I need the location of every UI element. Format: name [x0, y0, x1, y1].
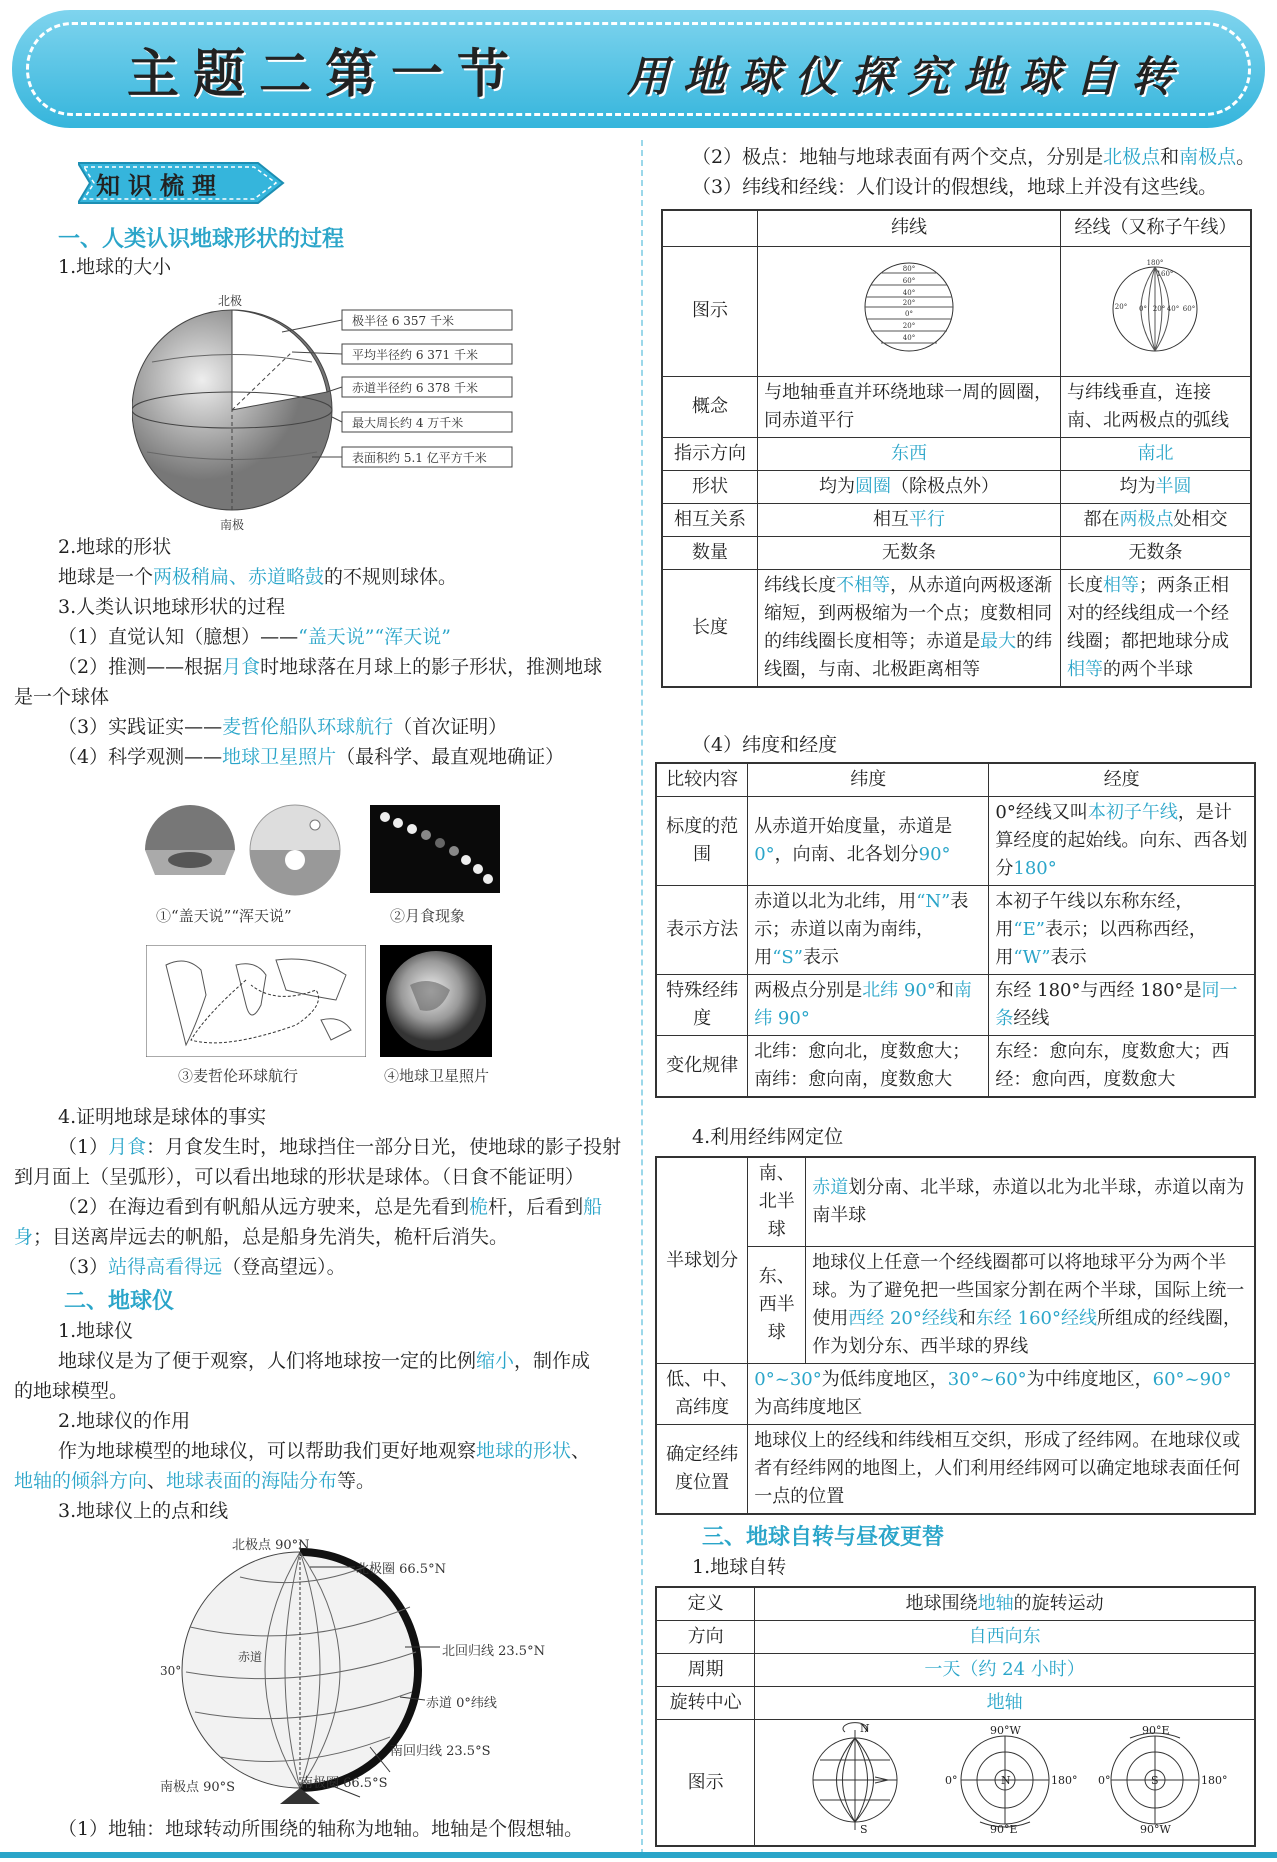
- p3-pre: （3）实践证实——: [58, 716, 223, 738]
- lat-len-a: 纬线长度: [764, 574, 837, 596]
- p1-pre: （1）直觉认知（臆想）——: [58, 626, 299, 648]
- lon-tick-20w: 20°: [1115, 302, 1128, 311]
- lat-tick-20s: 20°: [902, 321, 916, 330]
- t4-row-figure: 图示: [656, 1720, 755, 1847]
- ns-body: 划分南、北半球，赤道以北为北半球，赤道以南为南半球: [812, 1177, 1245, 1226]
- ns-hl: 赤道: [812, 1177, 849, 1198]
- g2-highlight: 地球的形状: [476, 1440, 572, 1462]
- rotation-figures: [755, 1720, 1255, 1847]
- lat-direction: 东西: [758, 437, 1061, 470]
- rot-fig-s-center: S: [1150, 1774, 1159, 1787]
- t3-row-locate: 确定经纬度位置: [656, 1425, 748, 1515]
- lon-notation: [989, 886, 1255, 975]
- t3-ns-label: 南、北半球: [748, 1157, 806, 1247]
- lat-length: [758, 569, 1061, 687]
- rot-def-hl: 地轴: [977, 1593, 1014, 1614]
- earth-size-diagram: [132, 292, 522, 524]
- g2-l2-hl2: 地球表面的海陆分布: [166, 1470, 338, 1492]
- lon-tick-160: 160°: [1157, 269, 1174, 278]
- lon-shape-hl: 半圆: [1155, 475, 1192, 497]
- globe-def-line2: 的地球模型。: [14, 1380, 129, 1402]
- lon2-a: 本初子午线以东称东经，用: [995, 891, 1194, 940]
- g2-pre: 作为地球模型的地球仪，可以帮助我们更好地观察: [58, 1440, 477, 1462]
- lat-shape-post: （除极点外）: [891, 475, 1000, 497]
- zones-a: 为低纬度地区，: [821, 1369, 948, 1390]
- zones-b: 为中纬度地区，: [1026, 1369, 1153, 1390]
- lon-relation: [1060, 503, 1251, 536]
- grid-positioning-table: [655, 1156, 1256, 1515]
- lat3-a: 两极点分别是: [754, 980, 863, 1001]
- lat-concept: 与地轴垂直并环绕地球一周的圆圈，同赤道平行: [758, 376, 1061, 437]
- heading-2: 二、地球仪: [64, 1288, 175, 1314]
- lat-len-b: ，从赤道向两极逐渐缩短，到两极缩为一个点；度数相同的纬线圈长度相等；赤道是: [764, 574, 1053, 652]
- lon-tick-180: 180°: [1147, 258, 1164, 267]
- t4-row-direction: 方向: [656, 1621, 755, 1654]
- page-bottom-rule: [0, 1852, 1277, 1858]
- subheading-globe-use: 2.地球仪的作用: [58, 1410, 191, 1432]
- mean-radius-label: 平均半径约 6 371 千米: [352, 348, 478, 362]
- g2-l2-sep: 、: [147, 1470, 167, 1492]
- equator-label: 赤道 0°纬线: [426, 1696, 497, 1711]
- p2-highlight: 月食: [222, 656, 261, 678]
- lat1-hl1: 0°: [754, 844, 775, 865]
- south-pole-label: 南极: [220, 518, 245, 532]
- ew-b: 所组成的经线圈，作为划分东、西半球的界线: [812, 1308, 1241, 1357]
- p4-pre: （4）科学观测——: [58, 746, 223, 768]
- lat-count: 无数条: [758, 536, 1061, 569]
- caption-2: ②月食现象: [390, 907, 466, 925]
- lon-tick-40e: 40°: [1167, 304, 1180, 313]
- pole-hl1: 北极点: [1103, 146, 1161, 168]
- column-divider: [641, 140, 643, 1855]
- p1-highlight: “盖天说”“浑天说”: [298, 626, 451, 648]
- lon-range: [989, 797, 1255, 886]
- lat-rel-hl: 平行: [909, 508, 946, 530]
- t2-row-range: 标度的范围: [656, 797, 748, 886]
- lat3-hl1: 北纬 90°: [862, 980, 936, 1001]
- t2-head-lat: 纬度: [748, 763, 989, 797]
- f3-highlight: 站得高看得远: [108, 1256, 223, 1278]
- shape-pre: 地球是一个: [58, 566, 154, 588]
- rotation-diagrams: [780, 1722, 1230, 1834]
- ew-hl1: 西经 20°经线: [848, 1308, 958, 1329]
- lon-figure-cell: [1060, 246, 1251, 376]
- globe-use: 作为地球模型的地球仪，可以帮助我们更好地观察地球的形状、: [58, 1440, 591, 1462]
- lat-pattern: 北纬：愈向北，度数愈大；南纬：愈向南，度数愈大: [748, 1036, 989, 1098]
- lat-shape-hl: 圆圈: [855, 475, 892, 497]
- rot-fig-0-a: 0°: [944, 1774, 958, 1787]
- t1-row-length: 长度: [662, 569, 758, 687]
- lat-len-c: 的纬线圈，与南、北极距离相等: [764, 630, 1053, 680]
- lon-length: [1060, 569, 1251, 687]
- lon1-hl1: 本初子午线: [1087, 802, 1178, 823]
- shape-highlight: 两极稍扁、赤道略鼓: [153, 566, 325, 588]
- lat-tick-40n: 40°: [902, 288, 916, 297]
- t3-ew-label: 东、西半球: [748, 1247, 806, 1364]
- lat-tick-0: 0°: [905, 309, 914, 318]
- rot-fig-n: N: [859, 1722, 870, 1735]
- pole-pre: （2）极点：地轴与地球表面有两个交点，分别是: [692, 146, 1104, 168]
- lon-len-c: 的两个半球: [1102, 658, 1193, 680]
- lat-tick-60: 60°: [902, 276, 916, 285]
- lon-concept: 与纬线垂直，连接南、北两极点的弧线: [1060, 376, 1251, 437]
- lat-range: [748, 797, 989, 886]
- t2-row-notation: 表示方法: [656, 886, 748, 975]
- f2-l2-post: ；目送离岸远去的帆船，总是船身先消失，桅杆后消失。: [33, 1226, 509, 1248]
- lat-len-hl2: 最大: [980, 630, 1017, 652]
- globe-equator-inner: 赤道: [238, 1650, 263, 1664]
- rot-def-a: 地球围绕: [905, 1593, 978, 1614]
- lon-pattern: 东经：愈向东，度数愈大；西经：愈向西，度数愈大: [989, 1036, 1255, 1098]
- t1-row-figure: 图示: [662, 246, 758, 376]
- t1-row-relation: 相互关系: [662, 503, 758, 536]
- lat2-c: 表示: [802, 947, 839, 968]
- t4-row-center: 旋转中心: [656, 1687, 755, 1720]
- longitude-diagram: [1107, 259, 1203, 355]
- lon2-b: 表示；以西称西经，用: [995, 919, 1207, 968]
- f3-pre: （3）: [58, 1256, 109, 1278]
- heading-3: 三、地球自转与昼夜更替: [702, 1524, 945, 1550]
- f2-hl1: 桅: [469, 1196, 489, 1218]
- equatorial-radius-label: 赤道半径约 6 378 千米: [352, 381, 478, 395]
- rot-fig-90w-a: 90°W: [989, 1724, 1021, 1737]
- lat-special: [748, 975, 989, 1036]
- subheading-size: 1.地球的大小: [58, 256, 172, 278]
- globe-def: [58, 1346, 590, 1376]
- caption-1: ①“盖天说”“浑天说”: [156, 907, 292, 925]
- axis-note: （1）地轴：地球转动所围绕的轴称为地轴。地轴是个假想轴。: [58, 1818, 584, 1840]
- lon-tick-60e: 60°: [1183, 304, 1196, 313]
- t2-row-pattern: 变化规律: [656, 1036, 748, 1098]
- t1-row-direction: 指示方向: [662, 437, 758, 470]
- north-pole-label: 北极: [218, 294, 243, 308]
- subheading-shape: 2.地球的形状: [58, 536, 172, 558]
- lon-len-a: 长度: [1066, 574, 1103, 596]
- lon1-hl2: 180°: [1013, 858, 1057, 879]
- lat2-hl2: “S”: [772, 947, 803, 968]
- ew-hl2: 东经 160°经线: [975, 1308, 1097, 1329]
- pole-post: 。: [1236, 146, 1256, 168]
- p2-pre: （2）推测——根据: [58, 656, 223, 678]
- g1-post: ，制作成: [514, 1350, 591, 1372]
- lon1-b: ，是计算经度的起始线。向东、西各划分: [995, 802, 1248, 879]
- latitude-diagram: [861, 259, 957, 355]
- t4-row-def: 定义: [656, 1587, 755, 1621]
- lon3-b: 经线: [1013, 1008, 1050, 1029]
- lat-lon-table: [661, 209, 1252, 688]
- ew-a: 地球仪上任意一个经线圈都可以将地球平分为两个半球。为了避免把一些国家分割在两个半球，国际上统一使用: [812, 1252, 1245, 1329]
- fact-3: [58, 1252, 346, 1282]
- zones-hl2: 30°~60°: [947, 1369, 1027, 1390]
- g2-l2-hl1: 地轴的倾斜方向: [14, 1470, 148, 1492]
- degree-table: [655, 762, 1256, 1098]
- fact-1: [58, 1132, 621, 1162]
- lat-rel-pre: 相互: [873, 508, 910, 530]
- lon-rel-post: 处相交: [1173, 508, 1228, 530]
- lines-intro: （3）纬线和经线：人们设计的假想线，地球上并没有这些线。: [692, 176, 1218, 198]
- rotation-table: [655, 1586, 1256, 1847]
- heading-1: 一、人类认识地球形状的过程: [58, 226, 345, 252]
- lat1-b: ，向南、北各划分: [774, 844, 919, 865]
- subheading-evidence: 4.证明地球是球体的事实: [58, 1106, 267, 1128]
- lon-len-hl2: 相等: [1066, 658, 1103, 680]
- lon-special: [989, 975, 1255, 1036]
- lon-len-hl1: 相等: [1102, 574, 1139, 596]
- subheading-points-lines: 3.地球仪上的点和线: [58, 1500, 229, 1522]
- south-pole-point: 南极点 90°S: [160, 1780, 236, 1795]
- rot-fig-90w-b: 90°W: [1139, 1823, 1171, 1834]
- f3-post: （登高望远）。: [222, 1256, 346, 1278]
- antarctic-circle: 南极圈 66.5°S: [300, 1776, 388, 1791]
- lon2-hl2: “W”: [1013, 947, 1051, 968]
- lon3-hl: 同一条: [995, 980, 1238, 1029]
- g1-pre: 地球仪是为了便于观察，人们将地球按一定的比例: [58, 1350, 477, 1372]
- p4-highlight: 地球卫星照片: [222, 746, 337, 768]
- lat3-hl2: 南纬 90°: [754, 980, 972, 1029]
- lon-rel-pre: 都在: [1083, 508, 1120, 530]
- t1-head-lon: 经线（又称子午线）: [1060, 210, 1251, 246]
- lat1-hl2: 90°: [918, 844, 951, 865]
- process-3: [58, 712, 507, 742]
- lat-tick-40s: 40°: [902, 333, 916, 342]
- globe-use-line2: [14, 1466, 375, 1496]
- north-pole-point: 北极点 90°N: [232, 1538, 310, 1553]
- lunar-eclipse-image: [370, 805, 500, 893]
- p2-post: 时地球落在月球上的影子形状，推测地球: [260, 656, 603, 678]
- zones-c: 为高纬度地区: [754, 1397, 863, 1418]
- f2-hl2: 船: [583, 1196, 603, 1218]
- zones-hl1: 0°~30°: [754, 1369, 822, 1390]
- t1-head-lat: 纬线: [758, 210, 1061, 246]
- zones-text: [748, 1364, 1255, 1425]
- rot-def-b: 的旋转运动: [1013, 1593, 1104, 1614]
- lon3-a: 东经 180°与西经 180°是: [995, 980, 1202, 1001]
- p3-post: （首次证明）: [393, 716, 508, 738]
- shape-text: [58, 562, 457, 592]
- lon-shape-pre: 均为: [1119, 475, 1156, 497]
- rot-fig-0-b: 0°: [1097, 1774, 1111, 1787]
- p3-highlight: 麦哲伦船队环球航行: [222, 716, 394, 738]
- t1-row-shape: 形状: [662, 470, 758, 503]
- lon-tick-0: 0°: [1139, 304, 1148, 313]
- lesson-title: 用地球仪探究地球自转: [627, 52, 1188, 101]
- lon-rel-hl: 两极点: [1119, 508, 1174, 530]
- lat-shape: [758, 470, 1061, 503]
- rot-fig-n-center: N: [1000, 1774, 1011, 1787]
- f2-l2-hl: 身: [14, 1226, 34, 1248]
- rot-def: [755, 1587, 1255, 1621]
- header-banner: [12, 10, 1265, 128]
- t2-head-compare: 比较内容: [656, 763, 748, 797]
- f2-mid: 杆，后看到: [488, 1196, 584, 1218]
- pole-and: 和: [1160, 146, 1180, 168]
- t1-corner: [662, 210, 758, 246]
- lon-shape: [1060, 470, 1251, 503]
- ew-text: [806, 1247, 1255, 1364]
- caption-4: ④地球卫星照片: [384, 1067, 490, 1085]
- t2-head-lon: 经度: [989, 763, 1255, 797]
- satellite-earth-photo: [380, 945, 492, 1057]
- surface-area-label: 表面积约 5.1 亿平方千米: [352, 451, 487, 465]
- chapter-title: 主题二第一节: [127, 44, 524, 105]
- lon-direction: 南北: [1060, 437, 1251, 470]
- zones-hl3: 60°~90°: [1152, 1369, 1232, 1390]
- g2-l2-post: 等。: [337, 1470, 376, 1492]
- lat-notation: [748, 886, 989, 975]
- t1-row-count: 数量: [662, 536, 758, 569]
- lat-relation: [758, 503, 1061, 536]
- f1-pre: （1）: [58, 1136, 109, 1158]
- rot-center: 地轴: [755, 1687, 1255, 1720]
- caption-3: ③麦哲伦环球航行: [178, 1067, 299, 1085]
- subheading-process: 3.人类认识地球形状的过程: [58, 596, 286, 618]
- subheading-globe: 1.地球仪: [58, 1320, 134, 1342]
- rot-period: 一天（约 24 小时）: [755, 1654, 1255, 1687]
- poles-text: [692, 142, 1255, 172]
- process-2: [58, 652, 602, 682]
- lat2-a: 赤道以北为北纬，用: [754, 891, 917, 912]
- f1-highlight: 月食: [108, 1136, 147, 1158]
- lon2-hl1: “E”: [1013, 919, 1045, 940]
- fact-2: [58, 1192, 602, 1222]
- t3-row-hemisphere: 半球划分: [656, 1157, 748, 1364]
- globe-points-lines-diagram: [150, 1532, 510, 1812]
- lat-figure-cell: [758, 246, 1061, 376]
- ns-text: [806, 1157, 1255, 1247]
- lon-count: 无数条: [1060, 536, 1251, 569]
- t2-row-special: 特殊经纬度: [656, 975, 748, 1036]
- rot-fig-90e-a: 90°E: [989, 1823, 1018, 1834]
- f1-post: ：月食发生时，地球挡住一部分日光，使地球的影子投射: [146, 1136, 622, 1158]
- tropic-of-cancer: 北回归线 23.5°N: [442, 1644, 545, 1659]
- degree-intro: （4）纬度和经度: [692, 734, 838, 756]
- p4-post: （最科学、最直观地确证）: [336, 746, 565, 768]
- rot-direction: 自西向东: [755, 1621, 1255, 1654]
- globe-30-inner: 30°: [160, 1664, 182, 1678]
- fact-1-line2: 到月面上（呈弧形），可以看出地球的形状是球体。（日食不能证明）: [14, 1166, 585, 1188]
- process-2-line2: 是一个球体: [14, 686, 110, 708]
- locate-text: 地球仪上的经线和纬线相互交织，形成了经纬网。在地球仪或者有经纬网的地图上，人们利用经纬网可以确定地球表面任何一点的位置: [748, 1425, 1255, 1515]
- gaitian-huntian-image: [140, 800, 345, 900]
- process-1: [58, 622, 451, 652]
- polar-radius-label: 极半径 6 357 千米: [352, 314, 454, 328]
- lat-len-hl1: 不相等: [836, 574, 891, 596]
- lon-len-b: ；两条正相对的经线组成一个经线圈；都把地球分成: [1066, 574, 1229, 652]
- rot-fig-180-a: 180°: [1050, 1774, 1078, 1787]
- t3-row-latitude-zones: 低、中、高纬度: [656, 1364, 748, 1425]
- lat2-b: 表示；赤道以南为南纬，用: [754, 891, 969, 968]
- lon-tick-20e: 20°: [1153, 304, 1166, 313]
- rotation-intro: 1.地球自转: [692, 1556, 787, 1578]
- lat1-a: 从赤道开始度量，赤道是: [754, 816, 953, 837]
- process-4: [58, 742, 564, 772]
- fact-2-line2: [14, 1222, 508, 1252]
- lat-shape-pre: 均为: [819, 475, 856, 497]
- lat3-b: 和: [935, 980, 954, 1001]
- circumference-label: 最大周长约 4 万千米: [352, 416, 464, 430]
- lat-tick-20n: 20°: [902, 298, 916, 307]
- g1-highlight: 缩小: [476, 1350, 515, 1372]
- section-tag-label: 知识梳理: [96, 171, 224, 200]
- rot-fig-90e-b: 90°E: [1141, 1724, 1170, 1737]
- rot-fig-180-b: 180°: [1200, 1774, 1228, 1787]
- lon2-c: 表示: [1050, 947, 1087, 968]
- magellan-route-map: [146, 945, 366, 1057]
- grid-intro: 4.利用经纬网定位: [692, 1126, 844, 1148]
- lon1-a: 0°经线又叫: [995, 802, 1088, 823]
- rot-fig-s: S: [859, 1823, 868, 1834]
- f2-pre: （2）在海边看到有帆船从远方驶来，总是先看到: [58, 1196, 470, 1218]
- arctic-circle: 北极圈 66.5°N: [356, 1562, 446, 1577]
- ew-and: 和: [957, 1308, 976, 1329]
- lat-tick-80: 80°: [902, 264, 916, 273]
- pole-hl2: 南极点: [1179, 146, 1237, 168]
- t4-row-period: 周期: [656, 1654, 755, 1687]
- lat2-hl1: “N”: [916, 891, 951, 912]
- t1-row-concept: 概念: [662, 376, 758, 437]
- tropic-of-capricorn: 南回归线 23.5°S: [390, 1744, 491, 1759]
- shape-post: 的不规则球体。: [324, 566, 458, 588]
